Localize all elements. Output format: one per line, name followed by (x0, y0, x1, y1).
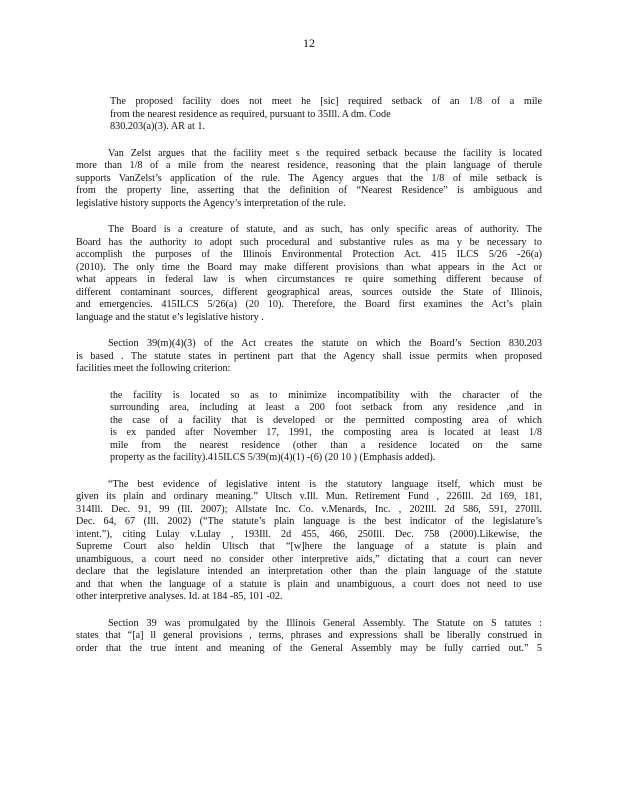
text-line: other interpretive analyses. Id. at 184 -85, 101 -02. (76, 591, 283, 602)
text-line: unambiguous, a court need no consider other interpretive aids,” dictating that a court can never (76, 553, 542, 565)
text-line: states that “[a] ll general provisions , terms, phrases and expressions shall be liberally construed in (76, 630, 542, 641)
text-line: 830.203(a)(3). AR at 1. (110, 121, 206, 132)
text-line: mile from the nearest residence (other than a residence located on the same (110, 439, 542, 451)
text-line: language and the statut e’s legislative history . (76, 311, 264, 323)
quote-block-statute (110, 390, 542, 465)
paragraph-section-39 (76, 338, 542, 376)
text-line: legislative history supports the Agency’s interpretation of the rule. (76, 197, 346, 209)
text-line: order that the true intent and meaning of the General Assembly may be fully carried out.” 5 (76, 642, 542, 654)
text-line: from the property line, asserting that the definition of “Nearest Residence” is ambiguous and (76, 185, 542, 196)
text-line: more than 1/8 of a mile from the nearest residence, reasoning that the plain language of therule (76, 160, 542, 171)
text-line: given its plain and ordinary meaning.” Ultsch v.Ill. Mun. Retirement Fund , 226Ill. 2d 169, 181, (76, 491, 542, 502)
text-line: The proposed facility does not meet he [sic] required setback of an 1/8 of a mile (110, 96, 542, 107)
paragraph-van-zelst-argument (76, 148, 542, 211)
text-line: the facility is located so as to minimize incompatibility with the character of the (110, 389, 542, 401)
text-line: facilities meet the following criterion: (76, 363, 231, 374)
text-line: Van Zelst argues that the facility meet s the required setback because the facility is located (108, 147, 542, 159)
text-line: intent.”), citing Lulay v.Lulay , 193Ill. 2d 455, 466, 250Ill. Dec. 758 (2000).Likewise, the (76, 528, 542, 540)
text-line: property as the facility).415ILCS 5/39(m)(4)(1) -(6) (20 10 ) (Emphasis added). (110, 452, 436, 463)
text-line: 314Ill. Dec. 91, 99 (Ill. 2007); Allstate Inc. Co. v.Menards, Inc. , 202Ill. 2d 586, 591, 270Ill. (76, 503, 542, 515)
text-line: surrounding area, including at least a 200 foot setback from any residence ,and in (110, 402, 542, 413)
text-line: the case of a facility that is developed or the permitted composting area of which (110, 414, 542, 426)
document-body (76, 96, 542, 669)
text-line: is ex panded after November 17, 1991, the composting area is located at least 1/8 (110, 427, 542, 438)
text-line: “The best evidence of legislative intent is the statutory language itself, which must be (108, 478, 542, 490)
text-line: Supreme Court also heldin Ultsch that “[w]here the language of a statute is plain and (76, 541, 542, 552)
text-line: Section 39 was promulgated by the Illinois General Assembly. The Statute on S tatutes : (108, 617, 542, 629)
paragraph-board-authority (76, 224, 542, 324)
text-line: different contaminant sources, different geographical areas, sources outside the State of Illinois, (76, 286, 542, 298)
page-number: 12 (303, 36, 315, 50)
quote-block-agency-denial (110, 96, 542, 134)
text-line: supports VanZelst’s application of the rule. The Agency argues that the 1/8 of mile setback is (76, 172, 542, 184)
text-line: (2010). The only time the Board may make different provisions than what appears in the Act or (76, 261, 542, 273)
text-line: declare that the legislature intended an interpretation other than the plain language of the statute (76, 566, 542, 577)
text-line: Dec. 64, 67 (Ill. 2002) (“The statute’s plain language is the best indicator of the legislature’s (76, 516, 542, 527)
text-line: Board has the authority to adopt such procedural and substantive rules as ma y be necessary to (76, 236, 542, 248)
text-line: The Board is a creature of statute, and as such, has only specific areas of authority. The (108, 224, 542, 235)
text-line: what appears in federal law is when circumstances re quire something different because of (76, 274, 542, 285)
text-line: Section 39(m)(4)(3) of the Act creates the statute on which the Board’s Section 830.203 (108, 338, 542, 349)
paragraph-statute-on-statutes (76, 618, 542, 656)
text-line: and emergencies. 415ILCS 5/26(a) (20 10). Therefore, the Board first examines the Act’s plain (76, 299, 542, 310)
text-line: accomplish the purposes of the Illinois Environmental Protection Act. 415 ILCS 5/26 -26(a) (76, 249, 542, 260)
paragraph-legislative-intent (76, 479, 542, 604)
text-line: and that when the language of a statute is plain and unambiguous, a court does not need to use (76, 578, 542, 590)
text-line: from the nearest residence as required, pursuant to 35Ill. A dm. Code (110, 108, 391, 120)
text-line: is based . The statute states in pertinent part that the Agency shall issue permits when proposed (76, 350, 542, 362)
